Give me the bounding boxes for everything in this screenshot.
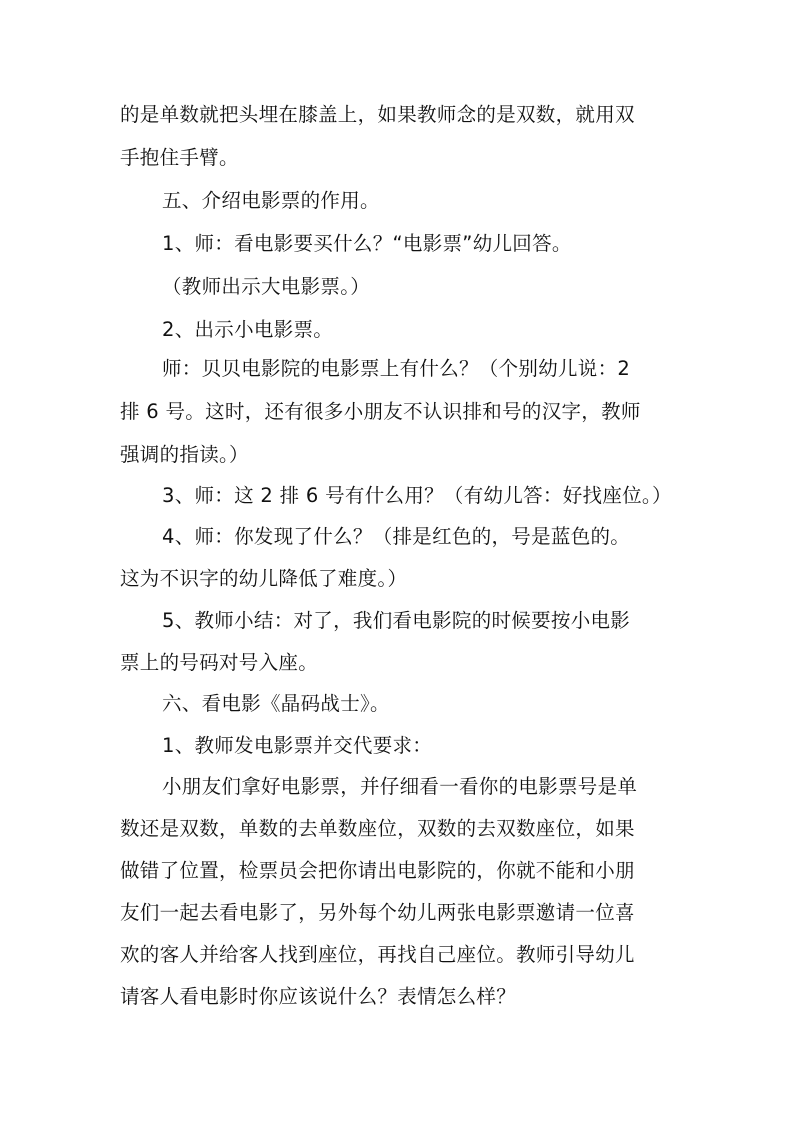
- text-line: 2、出示小电影票。: [162, 318, 334, 341]
- text-line: 5、教师小结：对了，我们看电影院的时候要按小电影: [162, 609, 631, 632]
- text-line: 3、师：这 2 排 6 号有什么用？（有幼儿答：好找座位。）: [162, 484, 672, 507]
- text-line: 数还是双数，单数的去单数座位，双数的去双数座位，如果: [120, 817, 635, 840]
- text-line: 强调的指读。）: [120, 443, 249, 466]
- text-line: 1、教师发电影票并交代要求：: [162, 734, 433, 757]
- section-heading: 六、看电影《晶码战士》。: [162, 692, 390, 715]
- text-line: 这为不识字的幼儿降低了难度。）: [120, 567, 408, 590]
- text-line: 1、师：看电影要买什么？“电影票”幼儿回答。: [162, 232, 572, 255]
- text-line: 师：贝贝电影院的电影票上有什么？（个别幼儿说：2: [162, 357, 631, 380]
- text-line: 排 6 号。这时，还有很多小朋友不认识排和号的汉字，教师: [120, 400, 641, 423]
- text-line: 友们一起去看电影了，另外每个幼儿两张电影票邀请一位喜: [120, 901, 635, 924]
- text-line: 的是单数就把头埋在膝盖上，如果教师念的是双数，就用双: [120, 103, 635, 126]
- text-line: 4、师：你发现了什么？（排是红色的，号是蓝色的。: [162, 525, 631, 548]
- text-line: 票上的号码对号入座。: [120, 651, 319, 674]
- text-line: 做错了位置，检票员会把你请出电影院的，你就不能和小朋: [120, 859, 635, 882]
- section-heading: 五、介绍电影票的作用。: [162, 189, 380, 212]
- text-line: 手抱住手臂。: [120, 146, 239, 169]
- text-line: 请客人看电影时你应该说什么？表情怎么样？: [120, 985, 517, 1008]
- text-line: 欢的客人并给客人找到座位，再找自己座位。教师引导幼儿: [120, 943, 635, 966]
- text-line: 小朋友们拿好电影票，并仔细看一看你的电影票号是单: [162, 775, 638, 798]
- text-line: （教师出示大电影票。）: [162, 275, 371, 298]
